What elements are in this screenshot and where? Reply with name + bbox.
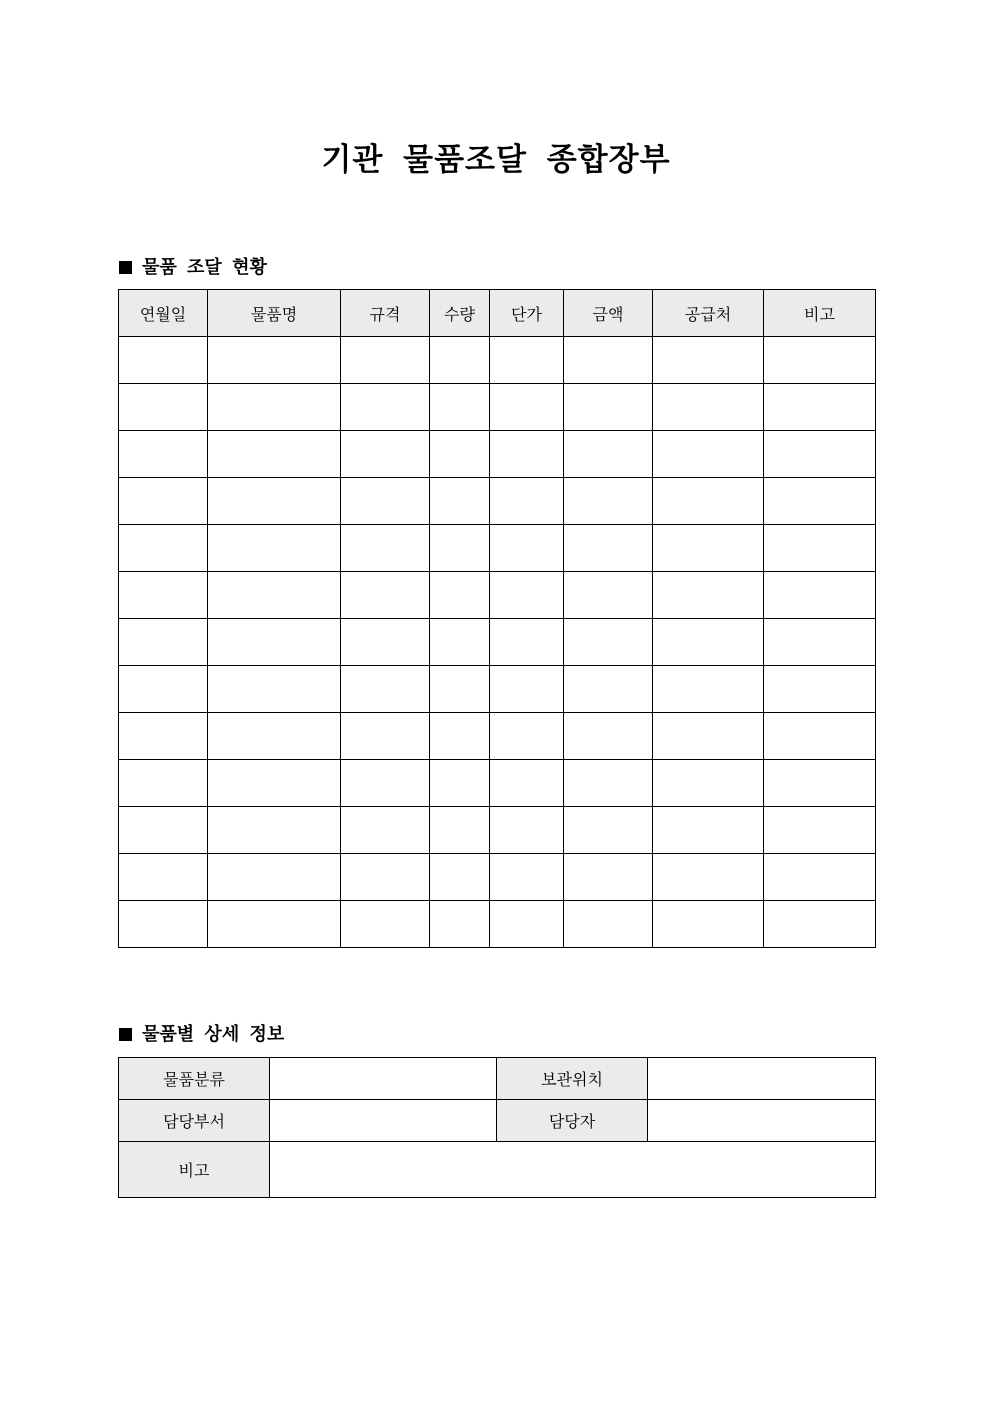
cell-spec[interactable] xyxy=(341,807,430,854)
cell-quantity[interactable] xyxy=(430,666,490,713)
cell-spec[interactable] xyxy=(341,431,430,478)
cell-supplier[interactable] xyxy=(653,666,764,713)
cell-spec[interactable] xyxy=(341,901,430,948)
cell-remarks[interactable] xyxy=(764,478,876,525)
table-row xyxy=(119,807,876,854)
cell-item-name[interactable] xyxy=(208,619,341,666)
cell-item-name[interactable] xyxy=(208,901,341,948)
cell-remarks[interactable] xyxy=(764,901,876,948)
cell-remarks[interactable] xyxy=(764,384,876,431)
table-row xyxy=(119,384,876,431)
table-row xyxy=(119,713,876,760)
label-manager: 담당자 xyxy=(497,1100,648,1142)
cell-quantity[interactable] xyxy=(430,572,490,619)
label-item-category: 물품분류 xyxy=(119,1058,270,1100)
cell-date[interactable] xyxy=(119,713,208,760)
cell-remarks[interactable] xyxy=(764,807,876,854)
square-bullet-icon xyxy=(119,1028,132,1041)
cell-spec[interactable] xyxy=(341,525,430,572)
cell-unit-price[interactable] xyxy=(490,478,564,525)
cell-remarks[interactable] xyxy=(764,713,876,760)
cell-supplier[interactable] xyxy=(653,525,764,572)
item-detail-table xyxy=(118,1057,876,1198)
cell-date[interactable] xyxy=(119,337,208,384)
square-bullet-icon xyxy=(119,261,132,274)
cell-item-name[interactable] xyxy=(208,854,341,901)
ledger-body xyxy=(119,337,876,948)
cell-quantity[interactable] xyxy=(430,619,490,666)
cell-amount[interactable] xyxy=(564,807,653,854)
cell-remarks[interactable] xyxy=(764,666,876,713)
cell-date[interactable] xyxy=(119,619,208,666)
table-row xyxy=(119,478,876,525)
table-row xyxy=(119,572,876,619)
item-category-field[interactable] xyxy=(270,1058,497,1100)
cell-supplier[interactable] xyxy=(653,901,764,948)
cell-spec[interactable] xyxy=(341,713,430,760)
cell-remarks[interactable] xyxy=(764,337,876,384)
cell-amount[interactable] xyxy=(564,854,653,901)
cell-date[interactable] xyxy=(119,807,208,854)
cell-item-name[interactable] xyxy=(208,525,341,572)
cell-spec[interactable] xyxy=(341,854,430,901)
cell-item-name[interactable] xyxy=(208,478,341,525)
column-header-date: 연월일 xyxy=(119,290,208,337)
cell-remarks[interactable] xyxy=(764,760,876,807)
cell-quantity[interactable] xyxy=(430,384,490,431)
cell-supplier[interactable] xyxy=(653,807,764,854)
storage-location-field[interactable] xyxy=(648,1058,876,1100)
cell-unit-price[interactable] xyxy=(490,807,564,854)
cell-unit-price[interactable] xyxy=(490,619,564,666)
cell-spec[interactable] xyxy=(341,337,430,384)
cell-amount[interactable] xyxy=(564,431,653,478)
cell-amount[interactable] xyxy=(564,572,653,619)
cell-date[interactable] xyxy=(119,854,208,901)
cell-unit-price[interactable] xyxy=(490,901,564,948)
column-header-spec: 규격 xyxy=(341,290,430,337)
table-row xyxy=(119,901,876,948)
cell-supplier[interactable] xyxy=(653,431,764,478)
cell-amount[interactable] xyxy=(564,619,653,666)
cell-date[interactable] xyxy=(119,572,208,619)
cell-spec[interactable] xyxy=(341,478,430,525)
cell-item-name[interactable] xyxy=(208,337,341,384)
cell-item-name[interactable] xyxy=(208,384,341,431)
cell-quantity[interactable] xyxy=(430,901,490,948)
procurement-ledger-table xyxy=(118,289,876,948)
cell-remarks[interactable] xyxy=(764,854,876,901)
cell-supplier[interactable] xyxy=(653,384,764,431)
cell-quantity[interactable] xyxy=(430,760,490,807)
cell-unit-price[interactable] xyxy=(490,431,564,478)
column-header-unit-price: 단가 xyxy=(490,290,564,337)
cell-quantity[interactable] xyxy=(430,807,490,854)
column-header-item-name: 물품명 xyxy=(208,290,341,337)
cell-date[interactable] xyxy=(119,901,208,948)
cell-unit-price[interactable] xyxy=(490,337,564,384)
cell-remarks[interactable] xyxy=(764,525,876,572)
table-row xyxy=(119,1058,876,1100)
cell-quantity[interactable] xyxy=(430,713,490,760)
cell-spec[interactable] xyxy=(341,760,430,807)
cell-supplier[interactable] xyxy=(653,619,764,666)
cell-date[interactable] xyxy=(119,384,208,431)
cell-quantity[interactable] xyxy=(430,431,490,478)
table-row xyxy=(119,1142,876,1198)
cell-date[interactable] xyxy=(119,760,208,807)
cell-supplier[interactable] xyxy=(653,854,764,901)
department-field[interactable] xyxy=(270,1100,497,1142)
section-heading-item-details xyxy=(119,1020,284,1046)
cell-date[interactable] xyxy=(119,525,208,572)
cell-supplier[interactable] xyxy=(653,760,764,807)
cell-item-name[interactable] xyxy=(208,572,341,619)
section-heading-procurement-status xyxy=(119,253,267,279)
cell-date[interactable] xyxy=(119,666,208,713)
cell-supplier[interactable] xyxy=(653,478,764,525)
cell-amount[interactable] xyxy=(564,713,653,760)
table-row xyxy=(119,619,876,666)
cell-quantity[interactable] xyxy=(430,854,490,901)
cell-item-name[interactable] xyxy=(208,807,341,854)
column-header-quantity: 수량 xyxy=(430,290,490,337)
cell-supplier[interactable] xyxy=(653,572,764,619)
cell-remarks[interactable] xyxy=(764,572,876,619)
table-header-row xyxy=(119,290,876,337)
table-row xyxy=(119,760,876,807)
table-row xyxy=(119,854,876,901)
table-row xyxy=(119,1100,876,1142)
cell-item-name[interactable] xyxy=(208,713,341,760)
cell-unit-price[interactable] xyxy=(490,713,564,760)
cell-amount[interactable] xyxy=(564,666,653,713)
cell-remarks[interactable] xyxy=(764,431,876,478)
cell-amount[interactable] xyxy=(564,901,653,948)
table-row xyxy=(119,337,876,384)
table-row xyxy=(119,431,876,478)
cell-amount[interactable] xyxy=(564,760,653,807)
column-header-remarks: 비고 xyxy=(764,290,876,337)
cell-item-name[interactable] xyxy=(208,760,341,807)
cell-spec[interactable] xyxy=(341,619,430,666)
cell-unit-price[interactable] xyxy=(490,854,564,901)
cell-amount[interactable] xyxy=(564,525,653,572)
cell-unit-price[interactable] xyxy=(490,384,564,431)
label-department: 담당부서 xyxy=(119,1100,270,1142)
cell-unit-price[interactable] xyxy=(490,666,564,713)
remarks-field[interactable] xyxy=(270,1142,876,1198)
cell-supplier[interactable] xyxy=(653,337,764,384)
label-storage-location: 보관위치 xyxy=(497,1058,648,1100)
cell-date[interactable] xyxy=(119,478,208,525)
cell-quantity[interactable] xyxy=(430,337,490,384)
cell-supplier[interactable] xyxy=(653,713,764,760)
cell-spec[interactable] xyxy=(341,572,430,619)
table-row xyxy=(119,525,876,572)
cell-date[interactable] xyxy=(119,431,208,478)
cell-spec[interactable] xyxy=(341,384,430,431)
section-heading-label: 물품 조달 현황 xyxy=(142,257,267,278)
cell-item-name[interactable] xyxy=(208,431,341,478)
cell-amount[interactable] xyxy=(564,384,653,431)
cell-unit-price[interactable] xyxy=(490,760,564,807)
document-title: 기관 물품조달 종합장부 xyxy=(321,142,671,178)
cell-spec[interactable] xyxy=(341,666,430,713)
cell-item-name[interactable] xyxy=(208,666,341,713)
table-row xyxy=(119,666,876,713)
cell-unit-price[interactable] xyxy=(490,525,564,572)
section-heading-label: 물품별 상세 정보 xyxy=(142,1024,285,1045)
column-header-supplier: 공급처 xyxy=(653,290,764,337)
manager-field[interactable] xyxy=(648,1100,876,1142)
cell-unit-price[interactable] xyxy=(490,572,564,619)
label-remarks: 비고 xyxy=(119,1142,270,1198)
column-header-amount: 금액 xyxy=(564,290,653,337)
cell-remarks[interactable] xyxy=(764,619,876,666)
cell-quantity[interactable] xyxy=(430,525,490,572)
cell-amount[interactable] xyxy=(564,478,653,525)
cell-amount[interactable] xyxy=(564,337,653,384)
cell-quantity[interactable] xyxy=(430,478,490,525)
